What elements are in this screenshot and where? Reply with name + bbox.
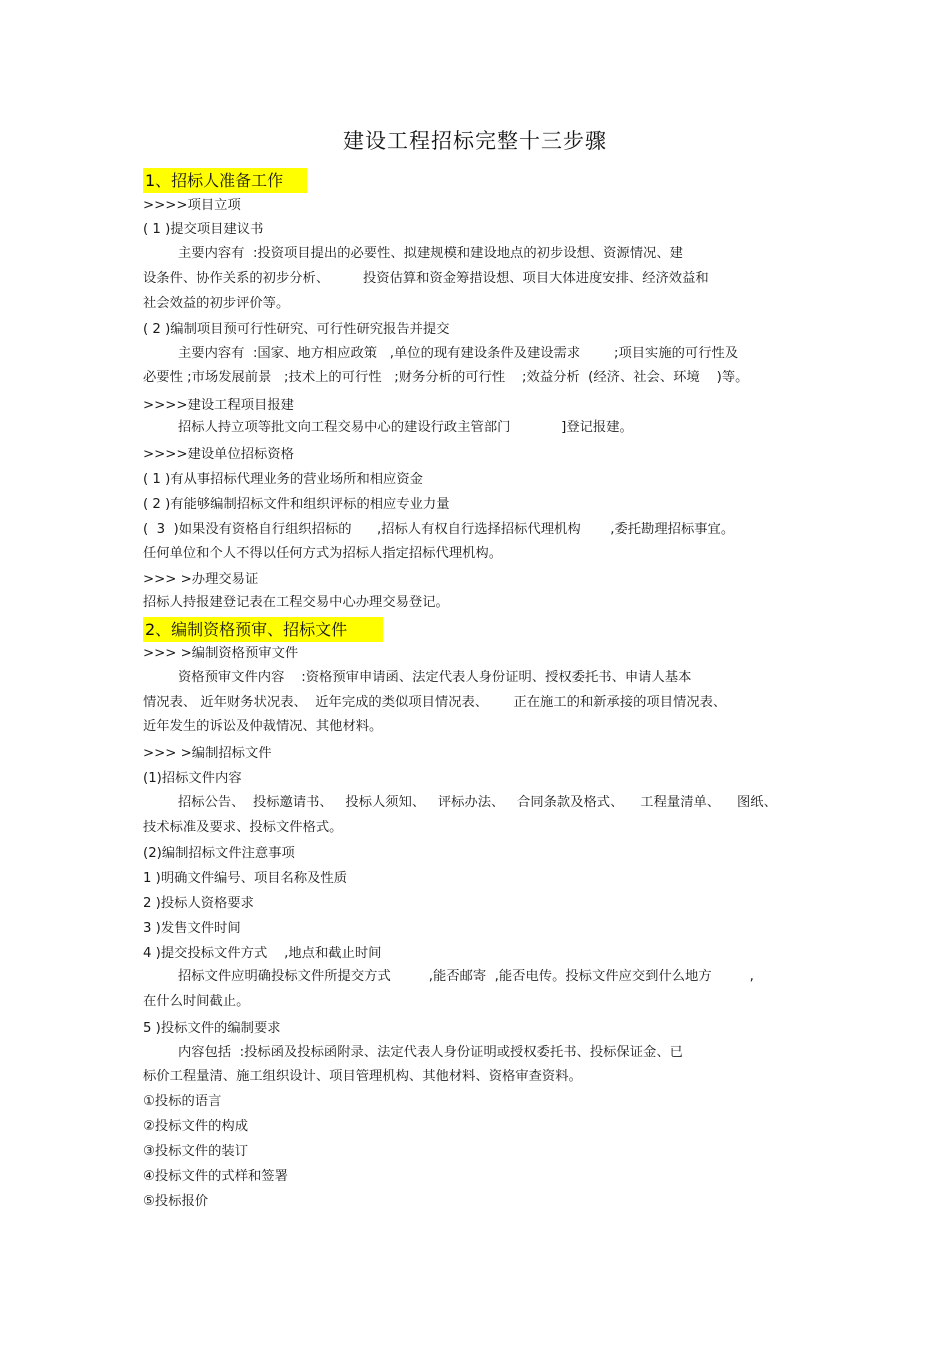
paragraph-line: 任何单位和个人不得以任何方式为招标人指定招标代理机构。: [143, 546, 503, 561]
list-item: ③投标文件的装订: [143, 1144, 248, 1159]
list-item: ( 2 )编制项目预可行性研究、可行性研究报告并提交: [143, 322, 450, 337]
paragraph-line: 社会效益的初步评价等。: [143, 296, 290, 311]
subheading: >>> >编制招标文件: [143, 746, 272, 761]
paragraph-line: 招标人持报建登记表在工程交易中心办理交易登记。: [143, 595, 449, 610]
paragraph-line: 标价工程量清、施工组织设计、项目管理机构、其他材料、资格审查资料。: [143, 1069, 582, 1084]
list-item: 3 )发售文件时间: [143, 921, 241, 936]
paragraph-line: 必要性 ;市场发展前景 ;技术上的可行性 ;财务分析的可行性 ;效益分析 (经济、社会、环境 )等。: [143, 370, 749, 385]
subheading: >>>>建设单位招标资格: [143, 447, 294, 462]
paragraph-line: 技术标准及要求、投标文件格式。: [143, 820, 343, 835]
list-item: ( 2 )有能够编制招标文件和组织评标的相应专业力量: [143, 497, 450, 512]
list-item: ④投标文件的式样和签署: [143, 1169, 288, 1184]
list-item: ①投标的语言: [143, 1094, 222, 1109]
list-item: ( 1 )提交项目建议书: [143, 222, 264, 237]
paragraph-line: 近年发生的诉讼及仲裁情况、其他材料。: [143, 719, 383, 734]
subheading: >>>>建设工程项目报建: [143, 398, 294, 413]
list-item: 2 )投标人资格要求: [143, 896, 254, 911]
section-heading-1: 1、招标人准备工作: [143, 168, 307, 193]
subheading: >>> >办理交易证: [143, 572, 259, 587]
paragraph-line: 招标公告、 投标邀请书、 投标人须知、 评标办法、 合同条款及格式、 工程量清单、 图纸、: [178, 795, 777, 810]
paragraph-line: 资格预审文件内容 :资格预审申请函、法定代表人身份证明、授权委托书、申请人基本: [178, 670, 692, 685]
list-item: ( 1 )有从事招标代理业务的营业场所和相应资金: [143, 472, 423, 487]
paragraph-line: 招标文件应明确投标文件所提交方式 ,能否邮寄 ,能否电传。投标文件应交到什么地方 ,: [178, 969, 754, 984]
list-item: 5 )投标文件的编制要求: [143, 1021, 281, 1036]
paragraph-line: 主要内容有 :国家、地方相应政策 ,单位的现有建设条件及建设需求 ;项目实施的可行性及: [178, 346, 739, 361]
paragraph-line: 情况表、 近年财务状况表、 近年完成的类似项目情况表、 正在施工的和新承接的项目情况表、: [143, 695, 727, 710]
paragraph-line: 内容包括 :投标函及投标函附录、法定代表人身份证明或授权委托书、投标保证金、已: [178, 1045, 683, 1060]
subheading: >>>>项目立项: [143, 198, 241, 213]
list-item: 1 )明确文件编号、项目名称及性质: [143, 871, 348, 886]
paragraph-line: 主要内容有 :投资项目提出的必要性、拟建规模和建设地点的初步设想、资源情况、建: [178, 246, 683, 261]
document-title: 建设工程招标完整十三步骤: [343, 129, 607, 153]
subheading: >>> >编制资格预审文件: [143, 646, 299, 661]
paragraph-line: 招标人持立项等批文向工程交易中心的建设行政主管部门 ]登记报建。: [178, 420, 633, 435]
list-item: ⑤投标报价: [143, 1194, 209, 1209]
list-item: 4 )提交投标文件方式 ,地点和截止时间: [143, 946, 382, 961]
list-item: ( 3 )如果没有资格自行组织招标的 ,招标人有权自行选择招标代理机构 ,委托勘理招标事宜。: [143, 522, 735, 537]
list-item: (2)编制招标文件注意事项: [143, 846, 295, 861]
paragraph-line: 在什么时间截止。: [143, 994, 250, 1009]
list-item: (1)招标文件内容: [143, 771, 242, 786]
paragraph-line: 设条件、协作关系的初步分析、 投资估算和资金筹措设想、项目大体进度安排、经济效益和: [143, 271, 709, 286]
list-item: ②投标文件的构成: [143, 1119, 248, 1134]
section-heading-2: 2、编制资格预审、招标文件: [143, 617, 383, 642]
